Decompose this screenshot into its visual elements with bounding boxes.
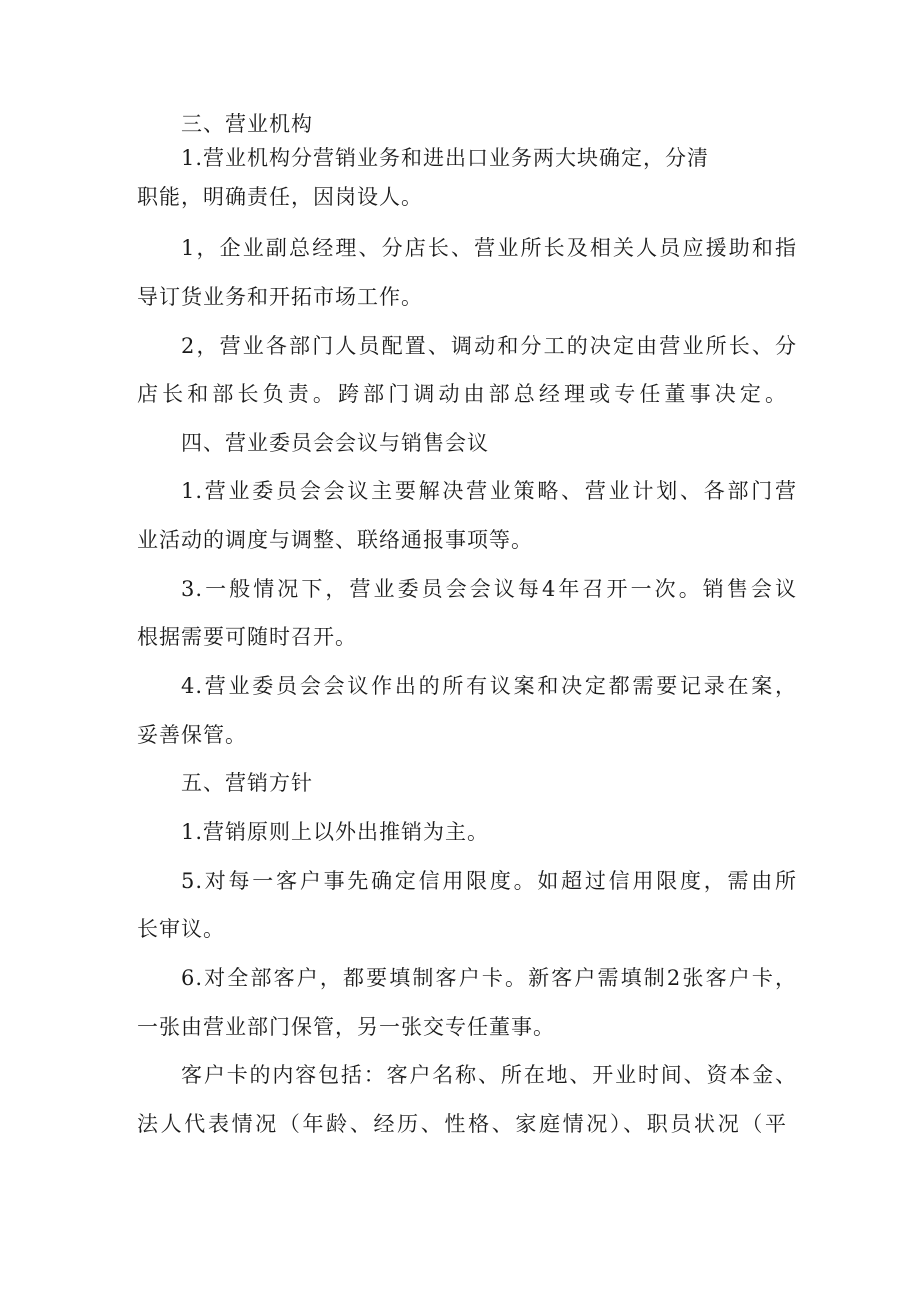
paragraph-line: 妥善保管。 bbox=[137, 723, 247, 747]
paragraph-line: 6.对全部客户，都要填制客户卡。新客户需填制2张客户卡， bbox=[181, 966, 797, 990]
paragraph-line: 业活动的调度与调整、联络通报事项等。 bbox=[137, 528, 533, 552]
paragraph-line: 根据需要可随时召开。 bbox=[137, 625, 357, 649]
paragraph-line: 5.对每一客户事先确定信用限度。如超过信用限度，需由所 bbox=[181, 869, 797, 893]
paragraph-line: 3.一般情况下，营业委员会会议每4年召开一次。销售会议 bbox=[181, 577, 797, 601]
paragraph-line: 长审议。 bbox=[137, 917, 225, 941]
paragraph-line: 职能，明确责任，因岗设人。 bbox=[137, 185, 423, 209]
paragraph-line: 一张由营业部门保管，另一张交专任董事。 bbox=[137, 1015, 555, 1039]
paragraph-line: 4.营业委员会会议作出的所有议案和决定都需要记录在案， bbox=[181, 674, 797, 698]
paragraph-line: 1，企业副总经理、分店长、营业所长及相关人员应援助和指 bbox=[181, 236, 797, 260]
heading-section-3: 三、营业机构 bbox=[181, 112, 313, 136]
paragraph-line: 1.营销原则上以外出推销为主。 bbox=[181, 820, 490, 844]
paragraph-line: 1.营业委员会会议主要解决营业策略、营业计划、各部门营 bbox=[181, 479, 797, 503]
heading-section-5: 五、营销方针 bbox=[181, 771, 313, 795]
paragraph-line: 店长和部长负责。跨部门调动由部总经理或专任董事决定。 bbox=[137, 382, 787, 406]
paragraph-line: 导订货业务和开拓市场工作。 bbox=[137, 285, 423, 309]
paragraph-line: 2，营业各部门人员配置、调动和分工的决定由营业所长、分 bbox=[181, 334, 797, 358]
heading-section-4: 四、营业委员会会议与销售会议 bbox=[181, 431, 489, 455]
paragraph-line: 法人代表情况（年龄、经历、性格、家庭情况）、职员状况（平 bbox=[137, 1112, 787, 1136]
paragraph-line: 1.营业机构分营销业务和进出口业务两大块确定，分清 bbox=[181, 146, 710, 170]
paragraph-line: 客户卡的内容包括：客户名称、所在地、开业时间、资本金、 bbox=[181, 1063, 797, 1087]
